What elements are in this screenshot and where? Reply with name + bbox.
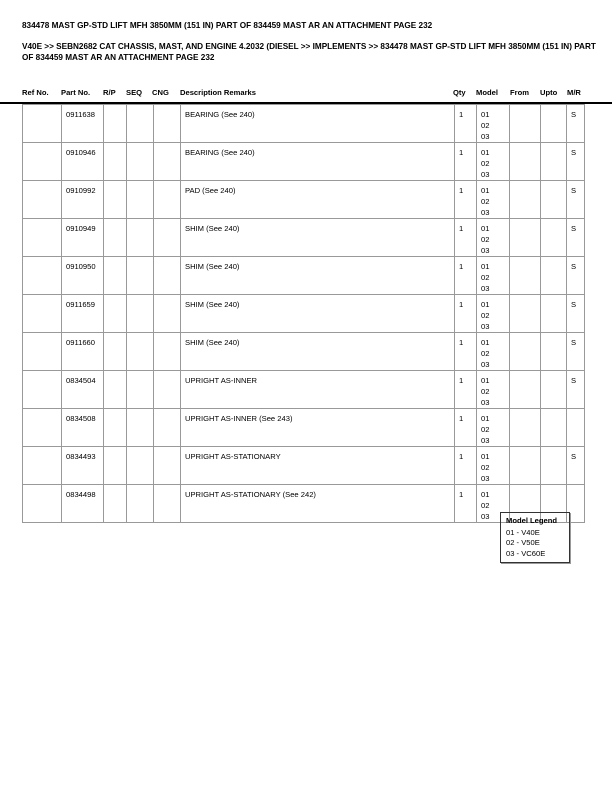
from-cell <box>510 447 541 485</box>
from-cell <box>510 371 541 409</box>
cng-cell <box>154 333 181 371</box>
model-code: 03 <box>481 474 490 483</box>
upto-cell <box>541 371 567 409</box>
description: UPRIGHT AS-INNER <box>181 371 455 409</box>
rp-cell <box>104 257 127 295</box>
upto-cell <box>541 257 567 295</box>
ref-cell <box>23 333 62 371</box>
model-code: 02 <box>481 425 490 434</box>
model-code: 01 <box>481 262 490 271</box>
seq-cell <box>127 409 154 447</box>
from-cell <box>510 333 541 371</box>
from-cell <box>510 409 541 447</box>
table-row <box>23 181 585 219</box>
model-code: 02 <box>481 463 490 472</box>
table-row <box>23 143 585 181</box>
col-desc: Description Remarks <box>180 88 256 97</box>
models <box>477 105 510 143</box>
model-code: 01 <box>481 110 490 119</box>
model-code: 02 <box>481 501 490 510</box>
description: SHIM (See 240) <box>181 295 455 333</box>
breadcrumb: V40E >> SEBN2682 CAT CHASSIS, MAST, AND ENGINE 4.2032 (DIESEL >> IMPLEMENTS >> 834478 MAST GP-STD LIFT MFH 3850MM (151 IN) PART OF 834459 MAST AR AN ATTACHMENT PAGE 232 <box>22 42 596 62</box>
cng-cell <box>154 219 181 257</box>
qty: 1 <box>455 409 477 447</box>
mr: S <box>567 371 585 409</box>
model-code: 03 <box>481 322 490 331</box>
description: UPRIGHT AS-INNER (See 243) <box>181 409 455 447</box>
models <box>477 371 510 409</box>
part-number: 0910950 <box>62 257 104 295</box>
mr: S <box>567 105 585 143</box>
rp-cell <box>104 333 127 371</box>
models <box>477 333 510 371</box>
seq-cell <box>127 143 154 181</box>
model-code: 02 <box>481 387 490 396</box>
qty: 1 <box>455 181 477 219</box>
description: PAD (See 240) <box>181 181 455 219</box>
mr <box>567 409 585 447</box>
model-code: 03 <box>481 132 490 141</box>
upto-cell <box>541 143 567 181</box>
cng-cell <box>154 447 181 485</box>
upto-cell <box>541 219 567 257</box>
description: SHIM (See 240) <box>181 257 455 295</box>
model-code: 03 <box>481 246 490 255</box>
seq-cell <box>127 295 154 333</box>
ref-cell <box>23 371 62 409</box>
models <box>477 295 510 333</box>
ref-cell <box>23 485 62 523</box>
legend-title: Model Legend <box>506 516 558 525</box>
col-ref: Ref No. <box>22 88 49 97</box>
col-rp: R/P <box>103 88 116 97</box>
model-code: 03 <box>481 398 490 407</box>
model-code: 01 <box>481 148 490 157</box>
cng-cell <box>154 257 181 295</box>
table-row <box>23 219 585 257</box>
description: SHIM (See 240) <box>181 333 455 371</box>
seq-cell <box>127 105 154 143</box>
mr: S <box>567 257 585 295</box>
rp-cell <box>104 295 127 333</box>
model-code: 01 <box>481 490 490 499</box>
model-code: 02 <box>481 311 490 320</box>
rp-cell <box>104 447 127 485</box>
mr: S <box>567 181 585 219</box>
qty: 1 <box>455 143 477 181</box>
part-number: 0910992 <box>62 181 104 219</box>
upto-cell <box>541 181 567 219</box>
qty: 1 <box>455 257 477 295</box>
part-number: 0911638 <box>62 105 104 143</box>
model-code: 02 <box>481 159 490 168</box>
model-code: 03 <box>481 360 490 369</box>
ref-cell <box>23 143 62 181</box>
col-qty: Qty <box>453 88 466 97</box>
col-cng: CNG <box>152 88 169 97</box>
upto-cell <box>541 409 567 447</box>
cng-cell <box>154 181 181 219</box>
description: SHIM (See 240) <box>181 219 455 257</box>
models <box>477 219 510 257</box>
rp-cell <box>104 371 127 409</box>
mr: S <box>567 333 585 371</box>
table-row <box>23 333 585 371</box>
model-code: 01 <box>481 452 490 461</box>
table-row <box>23 105 585 143</box>
model-code: 02 <box>481 349 490 358</box>
model-code: 01 <box>481 376 490 385</box>
model-code: 02 <box>481 121 490 130</box>
model-code: 02 <box>481 197 490 206</box>
cng-cell <box>154 105 181 143</box>
rp-cell <box>104 409 127 447</box>
page-title: 834478 MAST GP-STD LIFT MFH 3850MM (151 IN) PART OF 834459 MAST AR AN ATTACHMENT PAGE 232 <box>22 21 433 30</box>
cng-cell <box>154 143 181 181</box>
description: UPRIGHT AS-STATIONARY (See 242) <box>181 485 455 523</box>
part-number: 0834493 <box>62 447 104 485</box>
upto-cell <box>541 447 567 485</box>
description: UPRIGHT AS-STATIONARY <box>181 447 455 485</box>
ref-cell <box>23 105 62 143</box>
table-row <box>23 447 585 485</box>
model-code: 03 <box>481 284 490 293</box>
seq-cell <box>127 181 154 219</box>
col-part: Part No. <box>61 88 91 97</box>
qty: 1 <box>455 105 477 143</box>
part-number: 0910949 <box>62 219 104 257</box>
table-row <box>23 295 585 333</box>
qty: 1 <box>455 371 477 409</box>
ref-cell <box>23 409 62 447</box>
table-row <box>23 257 585 295</box>
upto-cell <box>541 333 567 371</box>
rp-cell <box>104 105 127 143</box>
qty: 1 <box>455 333 477 371</box>
part-number: 0834498 <box>62 485 104 523</box>
table-header <box>0 88 612 104</box>
mr: S <box>567 295 585 333</box>
part-number: 0910946 <box>62 143 104 181</box>
from-cell <box>510 105 541 143</box>
table-row <box>23 371 585 409</box>
mr: S <box>567 447 585 485</box>
col-model: Model <box>476 88 498 97</box>
legend-item: 01 - V40E <box>506 527 540 537</box>
rp-cell <box>104 181 127 219</box>
seq-cell <box>127 219 154 257</box>
from-cell <box>510 257 541 295</box>
col-upto: Upto <box>540 88 558 97</box>
mr: S <box>567 219 585 257</box>
from-cell <box>510 295 541 333</box>
ref-cell <box>23 447 62 485</box>
upto-cell <box>541 105 567 143</box>
ref-cell <box>23 219 62 257</box>
seq-cell <box>127 257 154 295</box>
qty: 1 <box>455 295 477 333</box>
part-number: 0911659 <box>62 295 104 333</box>
model-code: 01 <box>481 186 490 195</box>
model-code: 02 <box>481 273 490 282</box>
model-code: 01 <box>481 414 490 423</box>
models <box>477 181 510 219</box>
from-cell <box>510 181 541 219</box>
model-code: 03 <box>481 512 490 521</box>
description: BEARING (See 240) <box>181 105 455 143</box>
part-number: 0834508 <box>62 409 104 447</box>
legend-item: 03 - VC60E <box>506 548 546 558</box>
from-cell <box>510 219 541 257</box>
qty: 1 <box>455 485 477 523</box>
model-legend <box>500 512 570 563</box>
model-code: 01 <box>481 300 490 309</box>
cng-cell <box>154 409 181 447</box>
models <box>477 143 510 181</box>
models <box>477 409 510 447</box>
col-from: From <box>510 88 529 97</box>
cng-cell <box>154 485 181 523</box>
rp-cell <box>104 143 127 181</box>
seq-cell <box>127 485 154 523</box>
model-code: 02 <box>481 235 490 244</box>
part-number: 0834504 <box>62 371 104 409</box>
seq-cell <box>127 447 154 485</box>
model-code: 01 <box>481 224 490 233</box>
col-seq: SEQ <box>126 88 143 97</box>
from-cell <box>510 143 541 181</box>
seq-cell <box>127 371 154 409</box>
ref-cell <box>23 295 62 333</box>
rp-cell <box>104 485 127 523</box>
table-row <box>23 409 585 447</box>
col-mr: M/R <box>567 88 581 97</box>
description: BEARING (See 240) <box>181 143 455 181</box>
qty: 1 <box>455 447 477 485</box>
qty: 1 <box>455 219 477 257</box>
ref-cell <box>23 181 62 219</box>
cng-cell <box>154 371 181 409</box>
part-number: 0911660 <box>62 333 104 371</box>
legend-item: 02 - V50E <box>506 538 540 547</box>
model-code: 03 <box>481 436 490 445</box>
seq-cell <box>127 333 154 371</box>
cng-cell <box>154 295 181 333</box>
model-code: 03 <box>481 208 490 217</box>
models <box>477 447 510 485</box>
models <box>477 257 510 295</box>
upto-cell <box>541 295 567 333</box>
model-code: 03 <box>481 170 490 179</box>
ref-cell <box>23 257 62 295</box>
mr: S <box>567 143 585 181</box>
rp-cell <box>104 219 127 257</box>
model-code: 01 <box>481 338 490 347</box>
parts-table <box>22 104 585 523</box>
